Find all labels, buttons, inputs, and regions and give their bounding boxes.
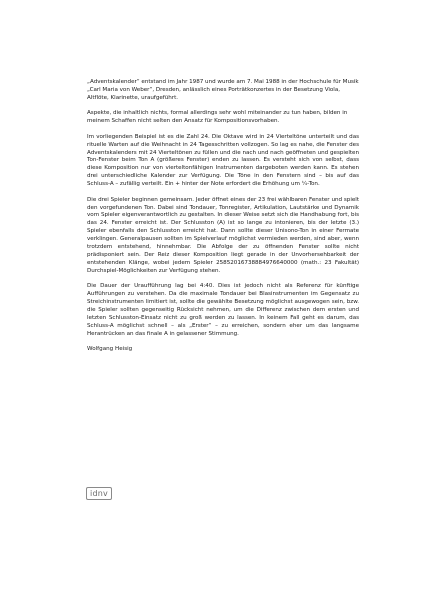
document-body: [87, 79, 359, 354]
publisher-logo-icon: idnv: [86, 487, 112, 500]
paragraph-performance-rules: Die drei Spieler beginnen gemeinsam. Jeder öffnet eines der 23 frei wählbaren Fenster und spielt den vorgefundenen Ton. Dabei sind Tondauer, Tonregister, Artikulation, Lautstärke und Dynamik vom Spieler eigenverantwortlich zu gestalten. In dieser Weise setzt sich die Handhabung fort, bis das 24. Fenster erreicht ist. Der Schlusston (A) ist so lange zu intonieren, bis der letzte (3.) Spieler ebenfalls den Schlusston erreicht hat. Dann sollte dieser Unisono-Ton in einer Fermate verklingen. Generalpausen sollten im Spielverlauf möglichst vermieden werden, sind aber, wenn trotzdem entstehend, hinnehmbar. Die Abfolge der zu öffnenden Fenster sollte nicht prädisponiert sein. Der Reiz dieser Komposition liegt gerade in der Unvorhersehbarkeit der entstehenden Klänge, wobei jedem Spieler 25852016738884976640000 (math.: 23 Fakultät) Durchspiel-Möglichkeiten zur Verfügung stehen.: [87, 196, 359, 274]
paragraph-number-24: Im vorliegenden Beispiel ist es die Zahl 24. Die Oktave wird in 24 Vierteltöne unterteilt und das rituelle Warten auf die Weihnacht in 24 Tagesschritten vollzogen. So lag es nahe, die Fenster des Adventskalenders mit 24 Vierteltönen zu füllen und die nach und nach geöffneten und gespielten Ton-Fenster beim Ton A (größeres Fenster) enden zu lassen. Es versteht sich von selbst, dass diese Komposition nur von vierteltonfähigen Instrumenten dargeboten werden kann. Es stehen drei unterschiedliche Kalender zur Verfügung. Die Töne in den Fenstern sind – bis auf das Schluss-A – zufällig verteilt. Ein + hinter der Note erfordert die Erhöhung um ¼-Ton.: [87, 133, 359, 188]
paragraph-premiere: „Adventskalender“ entstand im Jahr 1987 und wurde am 7. Mai 1988 in der Hochschule für Musik „Carl Maria von Weber“, Dresden, anlässlich eines Porträtkonzertes in der Besetzung Viola, Altflöte, Klarinette, uraufgeführt.: [87, 79, 359, 101]
paragraph-duration: Die Dauer der Uraufführung lag bei 4:40. Dies ist jedoch nicht als Referenz für künftige Aufführungen zu verstehen. Da die maximale Tondauer bei Blasinstrumenten im Gegensatz zu Streichinstrumenten limitiert ist, sollte die gewählte Besetzung möglichst ausgewogen sein, bzw. die Spieler sollten gegenseitig Rücksicht nehmen, um die Differenz zwischen dem ersten und letzten Schlusston-Einsatz nicht zu groß werden zu lassen. In keinem Fall geht es darum, das Schluss-A möglichst schnell – als „Erster“ – zu erreichen, sondern eher um das langsame Herantrücken an das finale A in gelassener Stimmung.: [87, 283, 359, 337]
paragraph-aspects: Aspekte, die inhaltlich nichts, formal allerdings sehr wohl miteinander zu tun haben, bilden in meinem Schaffen nicht selten den Ansatz für Kompositionsvorhaben.: [87, 110, 348, 125]
author-signature: Wolfgang Heisig: [87, 346, 133, 353]
